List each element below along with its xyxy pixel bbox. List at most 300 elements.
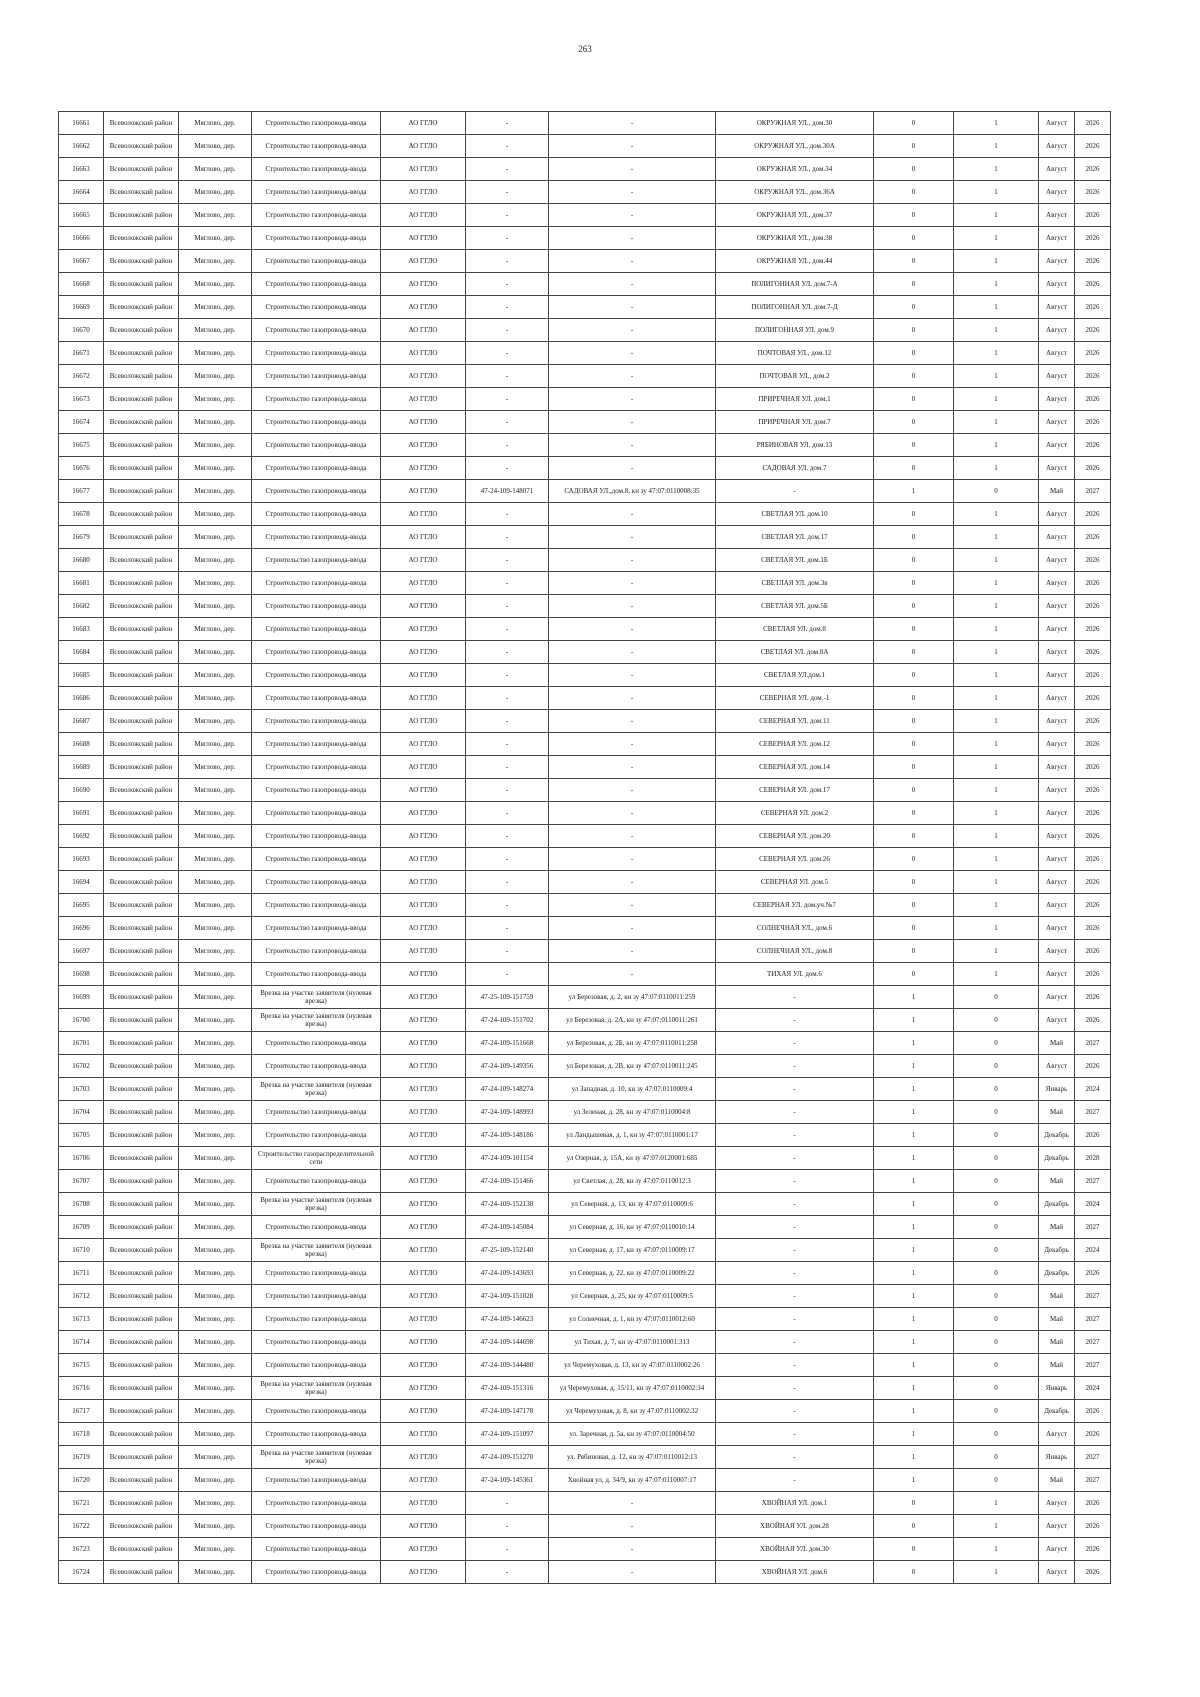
application-number-cell: 47-24-109-151702 [466, 1009, 549, 1032]
settlement-cell: Мяглово, дер. [179, 1032, 252, 1055]
organization-cell: АО ГГЛО [381, 1124, 466, 1147]
count-a-cell: 0 [874, 894, 954, 917]
application-number-cell: - [466, 158, 549, 181]
district-cell: Всеволожский район [104, 296, 179, 319]
address-cell: СВЕТЛАЯ УЛ.дом.1 [716, 664, 874, 687]
application-number-cell: 47-24-109-149356 [466, 1055, 549, 1078]
table-row [59, 848, 1111, 871]
organization-cell: АО ГГЛО [381, 158, 466, 181]
count-a-cell: 0 [874, 1515, 954, 1538]
row-number-cell: 16693 [59, 848, 104, 871]
cadastral-address-cell: - [549, 158, 716, 181]
count-b-cell: 0 [954, 1078, 1039, 1101]
address-cell: - [716, 1285, 874, 1308]
work-type-cell: Строительство газопровода-ввода [252, 457, 381, 480]
count-a-cell: 0 [874, 756, 954, 779]
count-b-cell: 1 [954, 1492, 1039, 1515]
month-cell: Май [1039, 480, 1075, 503]
year-cell: 2026 [1075, 112, 1111, 135]
row-number-cell: 16702 [59, 1055, 104, 1078]
district-cell: Всеволожский район [104, 664, 179, 687]
year-cell: 2026 [1075, 940, 1111, 963]
count-a-cell: 0 [874, 549, 954, 572]
settlement-cell: Мяглово, дер. [179, 1446, 252, 1469]
district-cell: Всеволожский район [104, 227, 179, 250]
application-number-cell: - [466, 1492, 549, 1515]
address-cell: СВЕТЛАЯ УЛ. дом.3в [716, 572, 874, 595]
month-cell: Август [1039, 434, 1075, 457]
count-b-cell: 0 [954, 986, 1039, 1009]
table-row [59, 1354, 1111, 1377]
month-cell: Август [1039, 388, 1075, 411]
month-cell: Август [1039, 963, 1075, 986]
count-b-cell: 1 [954, 664, 1039, 687]
month-cell: Август [1039, 986, 1075, 1009]
cadastral-address-cell: ул Солнечная, д. 1, кн зу 47:07:0110012:60 [549, 1308, 716, 1331]
year-cell: 2026 [1075, 963, 1111, 986]
work-type-cell: Строительство газопровода-ввода [252, 1331, 381, 1354]
row-number-cell: 16689 [59, 756, 104, 779]
organization-cell: АО ГГЛО [381, 641, 466, 664]
year-cell: 2026 [1075, 871, 1111, 894]
count-b-cell: 1 [954, 1515, 1039, 1538]
settlement-cell: Мяглово, дер. [179, 1331, 252, 1354]
cadastral-address-cell: - [549, 549, 716, 572]
table-row [59, 986, 1111, 1009]
settlement-cell: Мяглово, дер. [179, 112, 252, 135]
application-number-cell: - [466, 503, 549, 526]
address-cell: - [716, 1377, 874, 1400]
count-b-cell: 1 [954, 894, 1039, 917]
row-number-cell: 16686 [59, 687, 104, 710]
address-cell: ОКРУЖНАЯ УЛ., дом.44 [716, 250, 874, 273]
application-number-cell: - [466, 779, 549, 802]
work-type-cell: Строительство газопровода-ввода [252, 848, 381, 871]
table-row [59, 1538, 1111, 1561]
organization-cell: АО ГГЛО [381, 664, 466, 687]
month-cell: Август [1039, 158, 1075, 181]
table-row [59, 1515, 1111, 1538]
row-number-cell: 16724 [59, 1561, 104, 1584]
address-cell: ПОЧТОВАЯ УЛ., дом.12 [716, 342, 874, 365]
year-cell: 2026 [1075, 572, 1111, 595]
organization-cell: АО ГГЛО [381, 1216, 466, 1239]
district-cell: Всеволожский район [104, 1354, 179, 1377]
district-cell: Всеволожский район [104, 1423, 179, 1446]
work-type-cell: Строительство газопровода-ввода [252, 940, 381, 963]
table-row [59, 1239, 1111, 1262]
district-cell: Всеволожский район [104, 1101, 179, 1124]
row-number-cell: 16711 [59, 1262, 104, 1285]
application-number-cell: 47-24-109-147178 [466, 1400, 549, 1423]
organization-cell: АО ГГЛО [381, 1055, 466, 1078]
month-cell: Август [1039, 779, 1075, 802]
month-cell: Август [1039, 641, 1075, 664]
year-cell: 2026 [1075, 825, 1111, 848]
application-number-cell: 47-24-109-144480 [466, 1354, 549, 1377]
count-b-cell: 1 [954, 940, 1039, 963]
organization-cell: АО ГГЛО [381, 871, 466, 894]
count-b-cell: 0 [954, 1124, 1039, 1147]
address-cell: - [716, 1354, 874, 1377]
count-a-cell: 0 [874, 848, 954, 871]
district-cell: Всеволожский район [104, 549, 179, 572]
table-row [59, 457, 1111, 480]
cadastral-address-cell: - [549, 1515, 716, 1538]
count-b-cell: 1 [954, 434, 1039, 457]
organization-cell: АО ГГЛО [381, 1538, 466, 1561]
settlement-cell: Мяглово, дер. [179, 687, 252, 710]
table-row [59, 710, 1111, 733]
address-cell: - [716, 1446, 874, 1469]
count-a-cell: 1 [874, 1239, 954, 1262]
row-number-cell: 16694 [59, 871, 104, 894]
settlement-cell: Мяглово, дер. [179, 1239, 252, 1262]
work-type-cell: Строительство газопровода-ввода [252, 1423, 381, 1446]
count-a-cell: 0 [874, 1538, 954, 1561]
application-number-cell: - [466, 250, 549, 273]
organization-cell: АО ГГЛО [381, 365, 466, 388]
address-cell: - [716, 1009, 874, 1032]
count-b-cell: 0 [954, 1354, 1039, 1377]
row-number-cell: 16710 [59, 1239, 104, 1262]
row-number-cell: 16677 [59, 480, 104, 503]
district-cell: Всеволожский район [104, 457, 179, 480]
district-cell: Всеволожский район [104, 963, 179, 986]
work-type-cell: Строительство газопровода-ввода [252, 411, 381, 434]
row-number-cell: 16716 [59, 1377, 104, 1400]
cadastral-address-cell: - [549, 802, 716, 825]
settlement-cell: Мяглово, дер. [179, 319, 252, 342]
settlement-cell: Мяглово, дер. [179, 940, 252, 963]
count-b-cell: 1 [954, 112, 1039, 135]
cadastral-address-cell: ул Светлая, д. 28, кн зу 47:07:0110012:3 [549, 1170, 716, 1193]
row-number-cell: 16692 [59, 825, 104, 848]
year-cell: 2027 [1075, 1216, 1111, 1239]
address-cell: СВЕТЛАЯ УЛ. дом.8А [716, 641, 874, 664]
settlement-cell: Мяглово, дер. [179, 411, 252, 434]
row-number-cell: 16703 [59, 1078, 104, 1101]
address-cell: - [716, 1308, 874, 1331]
year-cell: 2026 [1075, 457, 1111, 480]
work-type-cell: Строительство газопровода-ввода [252, 664, 381, 687]
settlement-cell: Мяглово, дер. [179, 1469, 252, 1492]
address-cell: СЕВЕРНАЯ УЛ. дом.5 [716, 871, 874, 894]
cadastral-address-cell: - [549, 250, 716, 273]
organization-cell: АО ГГЛО [381, 963, 466, 986]
district-cell: Всеволожский район [104, 1147, 179, 1170]
table-row [59, 273, 1111, 296]
work-type-cell: Строительство газопровода-ввода [252, 135, 381, 158]
application-number-cell: - [466, 549, 549, 572]
work-type-cell: Строительство газопровода-ввода [252, 1515, 381, 1538]
work-type-cell: Строительство газопровода-ввода [252, 250, 381, 273]
table-row [59, 940, 1111, 963]
organization-cell: АО ГГЛО [381, 1101, 466, 1124]
year-cell: 2026 [1075, 802, 1111, 825]
table-row [59, 1078, 1111, 1101]
table-row [59, 250, 1111, 273]
cadastral-address-cell: - [549, 756, 716, 779]
settlement-cell: Мяглово, дер. [179, 204, 252, 227]
month-cell: Август [1039, 802, 1075, 825]
settlement-cell: Мяглово, дер. [179, 1055, 252, 1078]
work-type-cell: Строительство газопровода-ввода [252, 158, 381, 181]
address-cell: ОКРУЖНАЯ УЛ., дом.38 [716, 227, 874, 250]
address-cell: - [716, 986, 874, 1009]
cadastral-address-cell: - [549, 1538, 716, 1561]
cadastral-address-cell: - [549, 503, 716, 526]
application-number-cell: 47-24-109-143693 [466, 1262, 549, 1285]
application-number-cell: - [466, 204, 549, 227]
address-cell: - [716, 480, 874, 503]
row-number-cell: 16676 [59, 457, 104, 480]
cadastral-address-cell: ул Березовая, д. 2, кн зу 47:07:0110011:259 [549, 986, 716, 1009]
cadastral-address-cell: ул Ландышевая, д. 1, кн зу 47:07:0110001:17 [549, 1124, 716, 1147]
address-cell: - [716, 1216, 874, 1239]
settlement-cell: Мяглово, дер. [179, 158, 252, 181]
district-cell: Всеволожский район [104, 250, 179, 273]
row-number-cell: 16674 [59, 411, 104, 434]
count-b-cell: 1 [954, 710, 1039, 733]
district-cell: Всеволожский район [104, 1078, 179, 1101]
work-type-cell: Строительство газопровода-ввода [252, 1469, 381, 1492]
settlement-cell: Мяглово, дер. [179, 250, 252, 273]
settlement-cell: Мяглово, дер. [179, 1377, 252, 1400]
month-cell: Май [1039, 1170, 1075, 1193]
row-number-cell: 16668 [59, 273, 104, 296]
organization-cell: АО ГГЛО [381, 1331, 466, 1354]
table-row [59, 779, 1111, 802]
work-type-cell: Врезка на участке заявителя (нулевая врезка) [252, 1009, 381, 1032]
work-type-cell: Строительство газопровода-ввода [252, 572, 381, 595]
organization-cell: АО ГГЛО [381, 388, 466, 411]
month-cell: Август [1039, 664, 1075, 687]
organization-cell: АО ГГЛО [381, 319, 466, 342]
application-number-cell: - [466, 641, 549, 664]
month-cell: Август [1039, 135, 1075, 158]
organization-cell: АО ГГЛО [381, 733, 466, 756]
row-number-cell: 16719 [59, 1446, 104, 1469]
row-number-cell: 16684 [59, 641, 104, 664]
address-cell: - [716, 1078, 874, 1101]
application-number-cell: 47-24-109-151028 [466, 1285, 549, 1308]
cadastral-address-cell: ул Березовая, д. 2В, кн зу 47:07:0110011:245 [549, 1055, 716, 1078]
district-cell: Всеволожский район [104, 1377, 179, 1400]
table-row [59, 1193, 1111, 1216]
organization-cell: АО ГГЛО [381, 250, 466, 273]
gas-connection-table [58, 111, 1111, 1584]
application-number-cell: 47-24-109-148071 [466, 480, 549, 503]
organization-cell: АО ГГЛО [381, 1009, 466, 1032]
table-row [59, 1170, 1111, 1193]
district-cell: Всеволожский район [104, 779, 179, 802]
district-cell: Всеволожский район [104, 618, 179, 641]
application-number-cell: 47-24-109-151316 [466, 1377, 549, 1400]
count-a-cell: 1 [874, 1216, 954, 1239]
count-b-cell: 0 [954, 1285, 1039, 1308]
cadastral-address-cell: ул. Рябиновая, д. 12, кн зу 47:07:0110012:13 [549, 1446, 716, 1469]
year-cell: 2026 [1075, 365, 1111, 388]
organization-cell: АО ГГЛО [381, 710, 466, 733]
organization-cell: АО ГГЛО [381, 1469, 466, 1492]
year-cell: 2026 [1075, 1423, 1111, 1446]
district-cell: Всеволожский район [104, 480, 179, 503]
count-b-cell: 1 [954, 526, 1039, 549]
table-row [59, 1377, 1111, 1400]
table-row [59, 204, 1111, 227]
organization-cell: АО ГГЛО [381, 1262, 466, 1285]
row-number-cell: 16718 [59, 1423, 104, 1446]
address-cell: СЕВЕРНАЯ УЛ. дом.12 [716, 733, 874, 756]
year-cell: 2026 [1075, 779, 1111, 802]
table-row [59, 1446, 1111, 1469]
year-cell: 2026 [1075, 664, 1111, 687]
month-cell: Май [1039, 1354, 1075, 1377]
cadastral-address-cell: - [549, 388, 716, 411]
row-number-cell: 16670 [59, 319, 104, 342]
count-b-cell: 1 [954, 135, 1039, 158]
month-cell: Август [1039, 1538, 1075, 1561]
year-cell: 2026 [1075, 204, 1111, 227]
application-number-cell: 47-24-109-145084 [466, 1216, 549, 1239]
organization-cell: АО ГГЛО [381, 1308, 466, 1331]
district-cell: Всеволожский район [104, 940, 179, 963]
count-b-cell: 1 [954, 1561, 1039, 1584]
table-row [59, 618, 1111, 641]
count-b-cell: 1 [954, 273, 1039, 296]
year-cell: 2026 [1075, 1538, 1111, 1561]
year-cell: 2026 [1075, 756, 1111, 779]
district-cell: Всеволожский район [104, 1055, 179, 1078]
settlement-cell: Мяглово, дер. [179, 756, 252, 779]
month-cell: Май [1039, 1216, 1075, 1239]
organization-cell: АО ГГЛО [381, 1354, 466, 1377]
count-b-cell: 0 [954, 1193, 1039, 1216]
address-cell: СЕВЕРНАЯ УЛ. дом.26 [716, 848, 874, 871]
settlement-cell: Мяглово, дер. [179, 825, 252, 848]
settlement-cell: Мяглово, дер. [179, 526, 252, 549]
count-b-cell: 1 [954, 503, 1039, 526]
month-cell: Август [1039, 756, 1075, 779]
cadastral-address-cell: - [549, 710, 716, 733]
address-cell: - [716, 1469, 874, 1492]
cadastral-address-cell: - [549, 618, 716, 641]
application-number-cell: - [466, 917, 549, 940]
application-number-cell: - [466, 848, 549, 871]
cadastral-address-cell: САДОВАЯ УЛ.,дом.8, кн зу 47:07:0110008:35 [549, 480, 716, 503]
count-b-cell: 0 [954, 1239, 1039, 1262]
address-cell: - [716, 1032, 874, 1055]
organization-cell: АО ГГЛО [381, 227, 466, 250]
work-type-cell: Строительство газопровода-ввода [252, 618, 381, 641]
year-cell: 2026 [1075, 733, 1111, 756]
count-b-cell: 1 [954, 158, 1039, 181]
settlement-cell: Мяглово, дер. [179, 342, 252, 365]
district-cell: Всеволожский район [104, 319, 179, 342]
cadastral-address-cell: ул Северная, д. 16, кн зу 47:07:0110010:14 [549, 1216, 716, 1239]
count-b-cell: 1 [954, 342, 1039, 365]
count-a-cell: 0 [874, 1561, 954, 1584]
application-number-cell: 47-24-109-148993 [466, 1101, 549, 1124]
count-a-cell: 1 [874, 1423, 954, 1446]
district-cell: Всеволожский район [104, 1262, 179, 1285]
application-number-cell: 47-24-109-145361 [466, 1469, 549, 1492]
organization-cell: АО ГГЛО [381, 986, 466, 1009]
application-number-cell: - [466, 802, 549, 825]
row-number-cell: 16682 [59, 595, 104, 618]
application-number-cell: 47-24-109-148274 [466, 1078, 549, 1101]
work-type-cell: Строительство газопровода-ввода [252, 1308, 381, 1331]
cadastral-address-cell: ул Березовая, д. 2Б, кн зу 47:07:0110011:258 [549, 1032, 716, 1055]
month-cell: Август [1039, 894, 1075, 917]
count-b-cell: 1 [954, 388, 1039, 411]
count-b-cell: 1 [954, 756, 1039, 779]
count-a-cell: 1 [874, 480, 954, 503]
table-row [59, 641, 1111, 664]
application-number-cell: - [466, 434, 549, 457]
month-cell: Август [1039, 227, 1075, 250]
row-number-cell: 16669 [59, 296, 104, 319]
month-cell: Декабрь [1039, 1239, 1075, 1262]
count-a-cell: 0 [874, 181, 954, 204]
table-row [59, 158, 1111, 181]
organization-cell: АО ГГЛО [381, 1492, 466, 1515]
application-number-cell: - [466, 457, 549, 480]
month-cell: Август [1039, 871, 1075, 894]
table-row [59, 526, 1111, 549]
cadastral-address-cell: - [549, 848, 716, 871]
organization-cell: АО ГГЛО [381, 1423, 466, 1446]
settlement-cell: Мяглово, дер. [179, 664, 252, 687]
work-type-cell: Строительство газопровода-ввода [252, 1055, 381, 1078]
month-cell: Май [1039, 1032, 1075, 1055]
work-type-cell: Строительство газопровода-ввода [252, 342, 381, 365]
row-number-cell: 16722 [59, 1515, 104, 1538]
count-b-cell: 1 [954, 848, 1039, 871]
row-number-cell: 16678 [59, 503, 104, 526]
count-a-cell: 0 [874, 434, 954, 457]
count-a-cell: 0 [874, 733, 954, 756]
count-b-cell: 0 [954, 1216, 1039, 1239]
district-cell: Всеволожский район [104, 710, 179, 733]
year-cell: 2026 [1075, 641, 1111, 664]
year-cell: 2027 [1075, 1032, 1111, 1055]
count-a-cell: 0 [874, 825, 954, 848]
organization-cell: АО ГГЛО [381, 526, 466, 549]
settlement-cell: Мяглово, дер. [179, 1492, 252, 1515]
year-cell: 2026 [1075, 618, 1111, 641]
work-type-cell: Строительство газопровода-ввода [252, 1170, 381, 1193]
cadastral-address-cell: - [549, 342, 716, 365]
count-a-cell: 0 [874, 641, 954, 664]
work-type-cell: Врезка на участке заявителя (нулевая врезка) [252, 1078, 381, 1101]
count-a-cell: 0 [874, 273, 954, 296]
page-number: 263 [578, 44, 592, 54]
month-cell: Август [1039, 503, 1075, 526]
settlement-cell: Мяглово, дер. [179, 1009, 252, 1032]
row-number-cell: 16680 [59, 549, 104, 572]
month-cell: Декабрь [1039, 1124, 1075, 1147]
address-cell: - [716, 1101, 874, 1124]
count-a-cell: 0 [874, 664, 954, 687]
settlement-cell: Мяглово, дер. [179, 710, 252, 733]
district-cell: Всеволожский район [104, 802, 179, 825]
organization-cell: АО ГГЛО [381, 848, 466, 871]
address-cell: СЕВЕРНАЯ УЛ. дом.2 [716, 802, 874, 825]
district-cell: Всеволожский район [104, 572, 179, 595]
district-cell: Всеволожский район [104, 1515, 179, 1538]
